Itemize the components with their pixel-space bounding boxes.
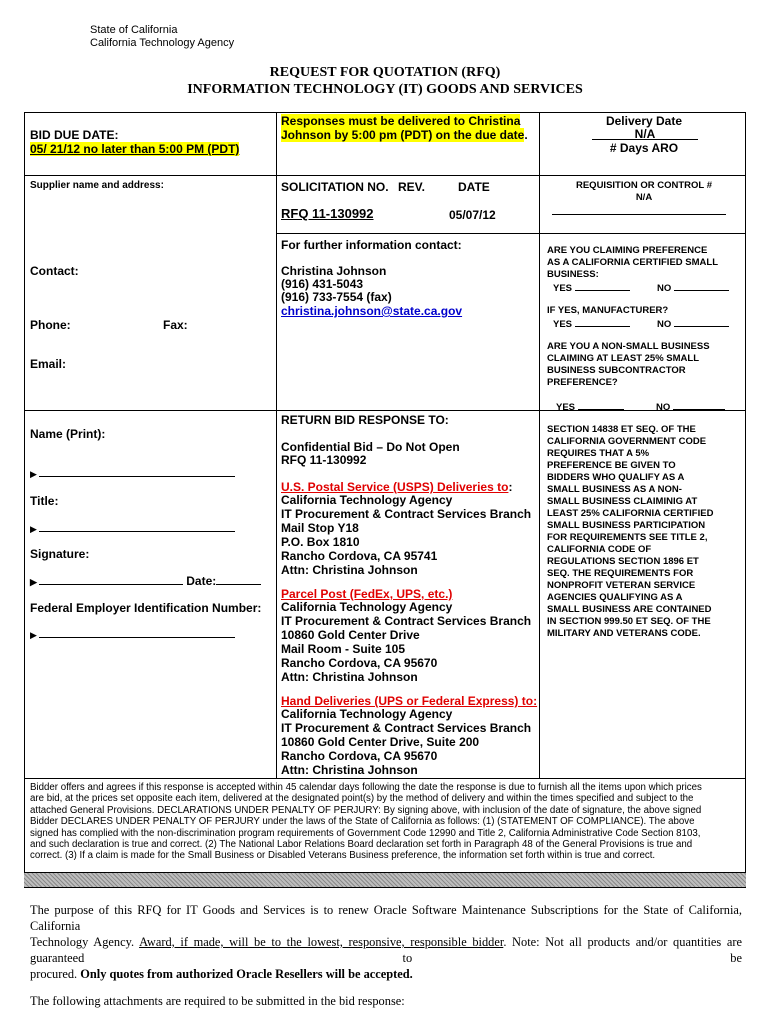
confidential-bid: Confidential Bid – Do Not Open — [281, 440, 460, 454]
attachments-intro: The following attachments are required to be submitted in the bid response: — [30, 994, 405, 1008]
preference-q2-yes[interactable]: YES — [553, 317, 630, 331]
fein-field[interactable] — [30, 627, 235, 642]
name-print-field[interactable] — [30, 466, 235, 481]
preference-question-3: ARE YOU A NON-SMALL BUSINESS CLAIMING AT LEAST 25% SMALL BUSINESS SUBCONTRACTOR PREFERENCE? — [547, 341, 710, 388]
preference-q3-yes[interactable]: YES — [556, 400, 624, 414]
parcel-address: California Technology Agency IT Procurement & Contract Services Branch 10860 Gold Center Drive Mail Room - Suite 105 Rancho Cordova, CA 95670 Attn: Christina Johnson — [281, 600, 532, 684]
declaration-text: Bidder offers and agrees if this response is accepted within 45 calendar days following the date the response is due to furnish all the items upon which prices are bid, at the prices set opposite each item, delivered at the designated point(s) by the method of delivery and within the times specified and subject to the attached General Provisions. DECLARATIONS UNDER PENALTY OF PERJURY: By signing above, with inclusion of the date of signature, the above signed Bidder DECLARES UNDER PENALTY OF PERJURY under the laws of the State of California as follows: (1) (STATEMENT OF COMPLIANCE). The above signed has complied with the non-discrimination program requirements of Government Code 12990 and Title 2, California Administrative Code Section 8103, and such declaration is true and correct. (2) The National Labor Relations Board declaration set forth in Paragraph 48 of the General Provisions is true and correct. (3) If a claim is made for the Small Business or Disabled Veterans Business preference, the information set forth within is true and correct. — [30, 782, 702, 862]
arrow-right-icon: ▶ — [30, 630, 37, 640]
responses-line-1: Responses must be delivered to Christina — [281, 114, 521, 128]
solicitation-number: RFQ 11-130992 — [281, 206, 374, 221]
signature-label: Signature: — [30, 547, 90, 561]
preference-q2-no[interactable]: NO — [657, 317, 729, 331]
title-label: Title: — [30, 494, 59, 508]
requisition-value: N/A — [635, 192, 653, 203]
fein-label: Federal Employer Identification Number: — [30, 601, 262, 615]
arrow-right-icon: ▶ — [30, 577, 37, 587]
preference-q1-no[interactable]: NO — [657, 281, 729, 295]
award-statement: Award, if made, will be to the lowest, responsive, responsible bidder — [139, 935, 504, 949]
solicitation-no-label: SOLICITATION NO. — [281, 180, 389, 194]
form-title-line-2: INFORMATION TECHNOLOGY (IT) GOODS AND SERVICES — [187, 82, 583, 97]
preference-q1-yes[interactable]: YES — [553, 281, 630, 295]
days-aro-label: # Days ARO — [609, 141, 679, 155]
usps-heading: U.S. Postal Service (USPS) Deliveries to: — [281, 480, 513, 494]
manufacturer-question: IF YES, MANUFACTURER? — [547, 305, 669, 316]
requisition-label: REQUISITION OR CONTROL # — [575, 180, 712, 191]
hand-delivery-address: California Technology Agency IT Procurement & Contract Services Branch 10860 Gold Center Drive, Suite 200 Rancho Cordova, CA 95670 Attn: Christina Johnson — [281, 707, 532, 777]
responses-period: . — [524, 128, 528, 142]
title-field[interactable] — [30, 521, 235, 536]
bid-due-value: 05/ 21/12 no later than 5:00 PM (PDT) — [30, 142, 240, 156]
info-contact-name: Christina Johnson — [281, 264, 387, 278]
signature-field[interactable] — [30, 574, 261, 589]
arrow-right-icon: ▶ — [30, 469, 37, 479]
form-title-line-1: REQUEST FOR QUOTATION (RFQ) — [269, 65, 501, 80]
bid-due-label: BID DUE DATE: — [30, 128, 119, 142]
section-14838-text: SECTION 14838 ET SEQ. OF THE CALIFORNIA GOVERNMENT CODE REQUIRES THAT A 5% PREFERENCE BE GIVEN TO BIDDERS WHO QUALIFY AS A SMALL BUSINESS AS A NON- SMALL BUSINESS CLAIMINIG AT LEAST 25% CALIFORNIA CERTIFIED SMALL BUSINESS PARTICIPATION FOR REQUIREMENTS SEE TITLE 2, CALIFORNIA CODE OF REGULATIONS SECTION 1896 ET SEQ. THE REQUIREMENTS FOR NONPROFIT VETERAN SERVICE AGENCIES QUALIFYING AS A SMALL BUSINESS ARE CONTAINED IN SECTION 999.50 ET SEQ. OF THE MILITARY AND VETERANS CODE. — [547, 424, 714, 639]
delivery-date-value: N/A — [592, 127, 698, 140]
responses-line-2: Johnson by 5:00 pm (PDT) on the due date — [281, 128, 525, 142]
phone-label: Phone: — [30, 318, 71, 332]
parcel-heading: Parcel Post (FedEx, UPS, etc.) — [281, 587, 453, 601]
rev-label: REV. — [398, 180, 425, 194]
solicitation-date: 05/07/12 — [449, 208, 496, 222]
info-contact-fax: (916) 733-7554 (fax) — [281, 290, 392, 304]
delivery-date-label: Delivery Date — [605, 114, 683, 128]
return-rfq-number: RFQ 11-130992 — [281, 453, 367, 467]
purpose-paragraph: The purpose of this RFQ for IT Goods and Services is to renew Oracle Software Maintenance Subscriptions for the State of California, California Technology Agency. Award, if made, will be to the lowest, responsive, responsible bidder. Note: Not all products and/or quantities are guaranteed to be procured. Only quotes from authorized Oracle Resellers will be accepted. — [30, 903, 742, 981]
section-divider-band — [24, 872, 746, 887]
supplier-label: Supplier name and address: — [30, 180, 164, 191]
signature-date-label: Date: — [186, 574, 217, 588]
info-contact-email-link[interactable]: christina.johnson@state.ca.gov — [281, 304, 463, 318]
preference-question-1: ARE YOU CLAIMING PREFERENCE AS A CALIFORNIA CERTIFIED SMALL BUSINESS: — [547, 245, 718, 280]
contact-label: Contact: — [30, 264, 79, 278]
date-label: DATE — [458, 180, 490, 194]
email-label: Email: — [30, 357, 67, 371]
responses-notice — [281, 114, 528, 142]
hand-delivery-heading: Hand Deliveries (UPS or Federal Express) to: — [281, 694, 538, 708]
arrow-right-icon: ▶ — [30, 524, 37, 534]
info-contact-label: For further information contact: — [281, 238, 462, 252]
agency-line-1: State of California — [90, 24, 178, 36]
info-contact-phone: (916) 431-5043 — [281, 277, 364, 291]
return-bid-label: RETURN BID RESPONSE TO: — [281, 413, 449, 427]
preference-q3-no[interactable]: NO — [656, 400, 725, 414]
oracle-resellers-note: Only quotes from authorized Oracle Resellers will be accepted. — [80, 967, 413, 981]
name-print-label: Name (Print): — [30, 427, 106, 441]
fax-label: Fax: — [163, 318, 188, 332]
usps-address: California Technology Agency IT Procurement & Contract Services Branch Mail Stop Y18 P.O. Box 1810 Rancho Cordova, CA 95741 Attn: Christina Johnson — [281, 493, 532, 577]
agency-line-2: California Technology Agency — [90, 37, 235, 49]
